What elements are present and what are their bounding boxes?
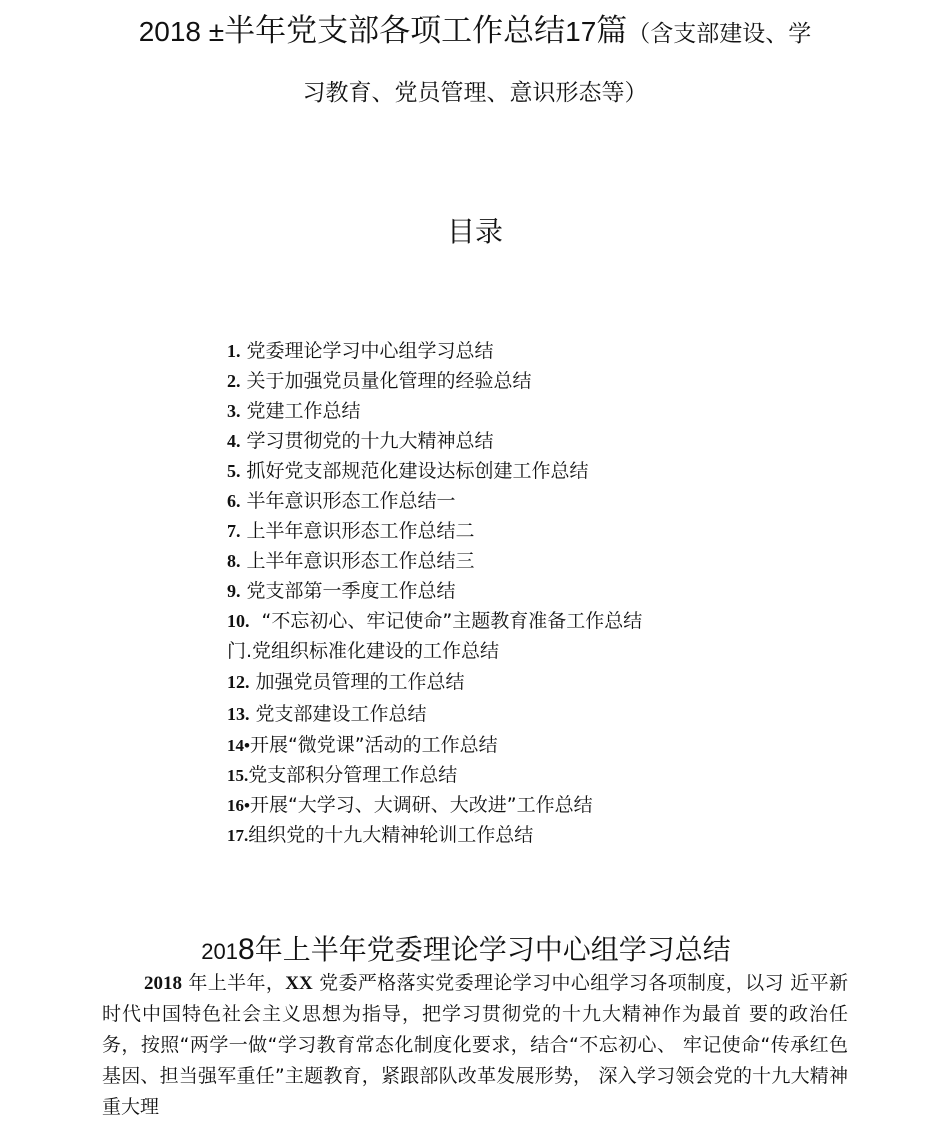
toc-item-number: 7. bbox=[227, 521, 241, 541]
para-text-b: 党委严格落实党委理论学习中心组学习各项制度，以习 近平新时代中国特色社会主义思想为指导，把学习贯彻党的十九大精神作为最首 要的政治任务，按照“两学一做“学习教育常态化制度化要求，结合“不忘初心、 牢记使命“传承红色基因、担当强军重任”主题教育，紧跟部队改革发展形势， 深入学习领会党的十九大精神重大理 bbox=[102, 972, 848, 1118]
toc-item-label: 开展“大学习、大调研、大改进”工作总结 bbox=[249, 794, 593, 816]
para-year: 2018 bbox=[144, 973, 182, 994]
para-org: XX bbox=[285, 973, 313, 994]
para-text-a: 年上半年， bbox=[182, 972, 286, 994]
toc-item[interactable] bbox=[227, 396, 867, 426]
toc-item-label: 上半年意识形态工作总结二 bbox=[246, 520, 475, 542]
toc-item-number: 14• bbox=[227, 736, 250, 755]
toc-item-label: 学习贯彻党的十九大精神总结 bbox=[246, 430, 494, 452]
toc-item-number: 13. bbox=[227, 704, 250, 724]
title-main-suffix: 篇 bbox=[596, 13, 628, 49]
toc-item-label: 党支部积分管理工作总结 bbox=[248, 764, 458, 786]
toc-item-number: 16• bbox=[227, 796, 250, 815]
toc-item-number: 9. bbox=[227, 581, 241, 601]
toc-list bbox=[227, 336, 867, 850]
toc-item-number: 6. bbox=[227, 491, 241, 511]
toc-item[interactable] bbox=[227, 426, 867, 456]
toc-item[interactable] bbox=[227, 366, 867, 396]
section-title-text: 年上半年党委理论学习中心组学习总结 bbox=[254, 933, 731, 966]
toc-item-number: 8. bbox=[227, 551, 241, 571]
toc-item-label: 党支部建设工作总结 bbox=[255, 703, 427, 725]
title-year: 2018 ± bbox=[138, 16, 225, 47]
toc-item[interactable] bbox=[227, 606, 867, 636]
toc-item[interactable] bbox=[227, 790, 867, 820]
toc-item-number: 2. bbox=[227, 371, 241, 391]
toc-heading: 目录 bbox=[446, 215, 503, 248]
section-title bbox=[0, 928, 932, 972]
toc-item-number: 15. bbox=[227, 766, 249, 785]
toc-item[interactable] bbox=[227, 516, 867, 546]
toc-item[interactable] bbox=[227, 486, 867, 516]
toc-item-label: 关于加强党员量化管理的经验总结 bbox=[246, 370, 532, 392]
toc-item[interactable] bbox=[227, 336, 867, 366]
toc-item-label: 党委理论学习中心组学习总结 bbox=[246, 340, 494, 362]
toc-item[interactable] bbox=[227, 666, 867, 698]
document-title-line-2: 习教育、党员管理、意识形态等） bbox=[302, 80, 648, 106]
toc-item-label: 半年意识形态工作总结一 bbox=[246, 490, 456, 512]
toc-item[interactable] bbox=[227, 576, 867, 606]
section-title-year: 201 bbox=[201, 939, 238, 964]
title-subtitle: （含支部建设、学 bbox=[627, 21, 812, 47]
toc-item-number: 12. bbox=[227, 672, 250, 692]
toc-item-label: 抓好党支部规范化建设达标创建工作总结 bbox=[246, 460, 589, 482]
document-title-line-1 bbox=[0, 8, 950, 54]
section-title-year-digit: 8 bbox=[238, 933, 255, 966]
toc-item-number: 17. bbox=[227, 826, 249, 845]
toc-item[interactable] bbox=[227, 698, 867, 730]
body-paragraph bbox=[102, 968, 848, 1123]
title-count: 17 bbox=[565, 16, 597, 47]
toc-item-label: 门.党组织标准化建设的工作总结 bbox=[227, 640, 500, 662]
toc-item-number: 3. bbox=[227, 401, 241, 421]
toc-item-number: 5. bbox=[227, 461, 241, 481]
toc-item-label: 加强党员管理的工作总结 bbox=[255, 671, 465, 693]
toc-item[interactable] bbox=[227, 456, 867, 486]
toc-item-label: 组织党的十九大精神轮训工作总结 bbox=[248, 824, 534, 846]
title-main: 半年党支部各项工作总结 bbox=[224, 13, 566, 49]
toc-item-label: 党支部第一季度工作总结 bbox=[246, 580, 456, 602]
toc-item-label: 上半年意识形态工作总结三 bbox=[246, 550, 475, 572]
toc-item-number: 1. bbox=[227, 341, 241, 361]
toc-item[interactable] bbox=[227, 760, 867, 790]
toc-item-label: “不忘初心、牢记使命”主题教育准备工作总结 bbox=[255, 610, 643, 632]
toc-item-number: 10. bbox=[227, 611, 250, 631]
toc-item[interactable] bbox=[227, 820, 867, 850]
toc-item-label: 党建工作总结 bbox=[246, 400, 361, 422]
toc-item[interactable] bbox=[227, 636, 867, 666]
toc-item-number: 4. bbox=[227, 431, 241, 451]
toc-item[interactable] bbox=[227, 546, 867, 576]
toc-item-label: 开展“微党课”活动的工作总结 bbox=[249, 734, 498, 756]
toc-item[interactable] bbox=[227, 730, 867, 760]
